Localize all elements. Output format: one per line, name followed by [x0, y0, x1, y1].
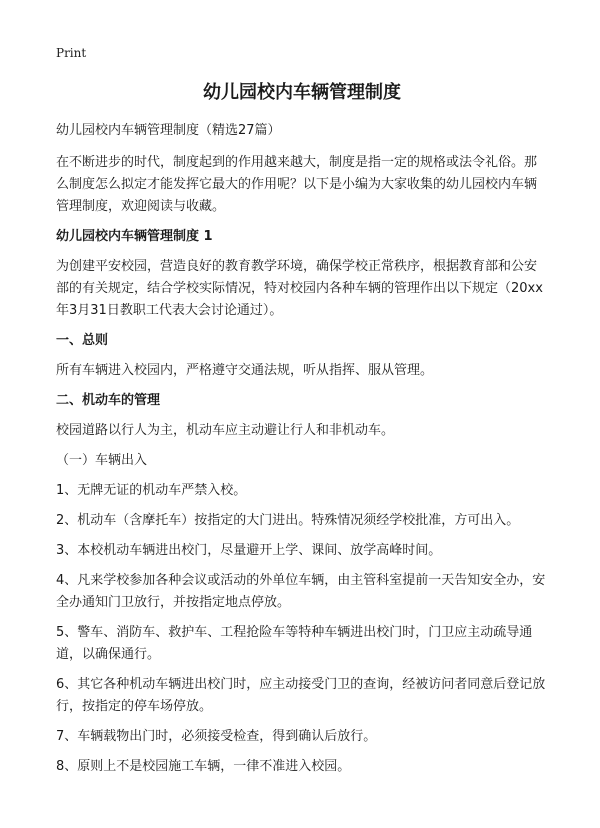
general-paragraph: 所有车辆进入校园内，严格遵守交通法规，听从指挥、服从管理。: [56, 363, 434, 378]
rule-item: 3、本校机动车辆进出校门，尽量避开上学、课间、放学高峰时间。: [56, 543, 442, 558]
rule-item: 1、无牌无证的机动车严禁入校。: [56, 483, 247, 498]
section-heading: 幼儿园校内车辆管理制度 1: [56, 229, 213, 244]
rule-item: 5、警车、消防车、救护车、工程抢险车等特种车辆进出校门时，门卫应主动疏导通道，以确保通行。: [56, 625, 533, 662]
intro-paragraph: 在不断进步的时代，制度起到的作用越来越大，制度是指一定的规格或法令礼俗。那么制度怎么拟定才能发挥它最大的作用呢？以下是小编为大家收集的幼儿园校内车辆管理制度，欢迎阅读与收藏。: [56, 155, 538, 214]
document-body: [56, 80, 548, 786]
rule-item: 8、原则上不是校园施工车辆，一律不准进入校园。: [56, 759, 351, 774]
motor-heading: 二、机动车的管理: [56, 393, 161, 408]
subsection-heading: （一）车辆出入: [56, 453, 148, 468]
document-subtitle: 幼儿园校内车辆管理制度（精选27篇）: [56, 123, 281, 138]
general-heading: 一、总则: [56, 333, 109, 348]
page-title: 幼儿园校内车辆管理制度: [203, 82, 401, 103]
rule-item: 2、机动车（含摩托车）按指定的大门进出。特殊情况须经学校批准，方可出入。: [56, 513, 520, 528]
rule-item: 6、其它各种机动车辆进出校门时，应主动接受门卫的查询，经被访问者同意后登记放行，按指定的停车场停放。: [56, 677, 546, 714]
print-link[interactable]: Print: [56, 46, 87, 60]
motor-paragraph: 校园道路以行人为主，机动车应主动避让行人和非机动车。: [56, 423, 395, 438]
rule-item: 4、凡来学校参加各种会议或活动的外单位车辆，由主管科室提前一天告知安全办，安全办通知门卫放行，并按指定地点停放。: [56, 573, 546, 610]
rule-item: 7、车辆载物出门时，必须接受检查，得到确认后放行。: [56, 729, 377, 744]
section-paragraph: 为创建平安校园，营造良好的教育教学环境，确保学校正常秩序，根据教育部和公安部的有关规定，结合学校实际情况，特对校园内各种车辆的管理作出以下规定（20xx年3月31日教职工代表大会讨论通过）。: [56, 259, 543, 318]
